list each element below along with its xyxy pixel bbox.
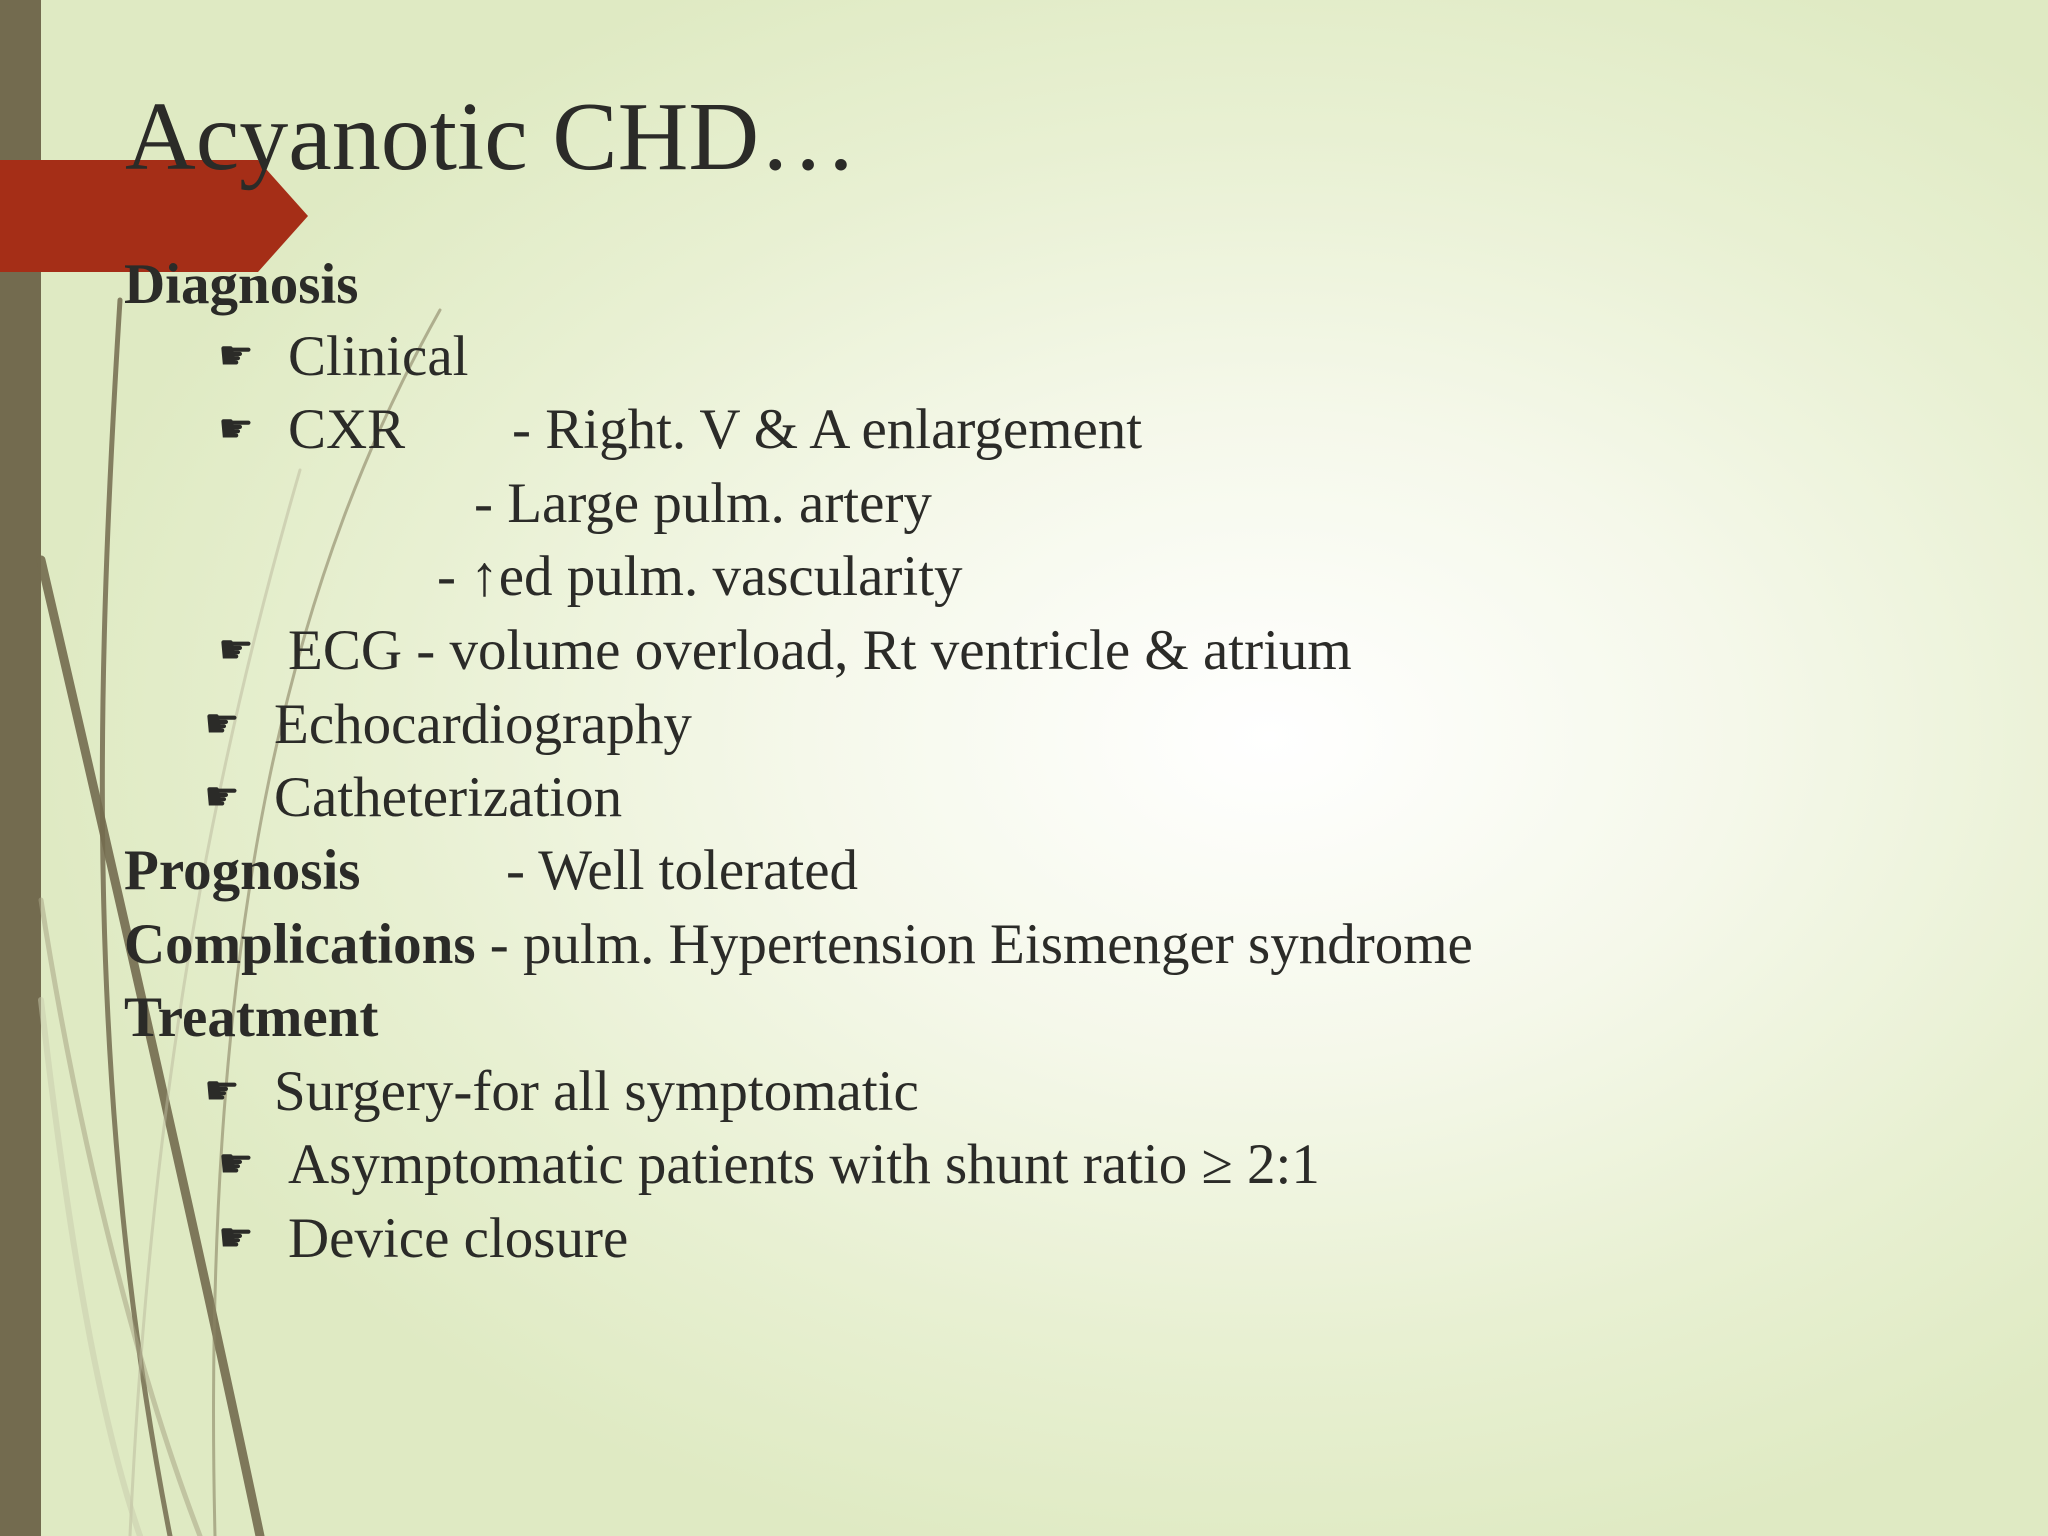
diagnosis-item-cath: [204, 766, 623, 829]
treatment-item: [204, 1060, 919, 1123]
diagnosis-item-cxr: [218, 398, 406, 461]
pointing-hand-icon: ☛: [204, 701, 240, 747]
complications-heading: Complications: [124, 913, 476, 976]
diagnosis-item-label: Clinical: [288, 325, 469, 388]
pointing-hand-icon: ☛: [204, 1068, 240, 1114]
treatment-heading: Treatment: [124, 986, 379, 1049]
pointing-hand-icon: ☛: [218, 1215, 254, 1261]
complications-text: - pulm. Hypertension Eismenger syndrome: [489, 913, 1473, 976]
treatment-item: [218, 1207, 629, 1270]
pointing-hand-icon: ☛: [218, 627, 254, 673]
slide-title: Acyanotic CHD…: [125, 83, 858, 191]
treatment-item-label: Asymptomatic patients with shunt ratio ≥ 2:1: [288, 1133, 1320, 1196]
diagnosis-item-label: CXR: [288, 398, 406, 461]
treatment-item-label: Device closure: [288, 1207, 629, 1270]
diagnosis-item-label: Echocardiography: [274, 693, 692, 756]
diagnosis-item-label: ECG - volume overload, Rt ventricle & atrium: [288, 619, 1352, 682]
diagnosis-item-clinical: [218, 325, 469, 388]
treatment-item-label: Surgery-for all symptomatic: [274, 1060, 919, 1123]
cxr-finding: - Large pulm. artery: [474, 472, 932, 535]
prognosis-text: - Well tolerated: [506, 839, 859, 902]
pointing-hand-icon: ☛: [204, 774, 240, 820]
prognosis-heading: Prognosis: [124, 839, 361, 902]
treatment-item: [218, 1133, 1320, 1196]
complications-row: [124, 913, 1473, 976]
diagnosis-item-echo: [204, 693, 692, 756]
pointing-hand-icon: ☛: [218, 1141, 254, 1187]
pointing-hand-icon: ☛: [218, 406, 254, 452]
diagnosis-item-ecg: [218, 619, 1352, 682]
diagnosis-heading: Diagnosis: [124, 253, 359, 316]
cxr-finding: - ↑ed pulm. vascularity: [437, 545, 963, 608]
diagnosis-item-label: Catheterization: [274, 766, 623, 829]
cxr-finding: - Right. V & A enlargement: [512, 398, 1143, 461]
pointing-hand-icon: ☛: [218, 333, 254, 379]
